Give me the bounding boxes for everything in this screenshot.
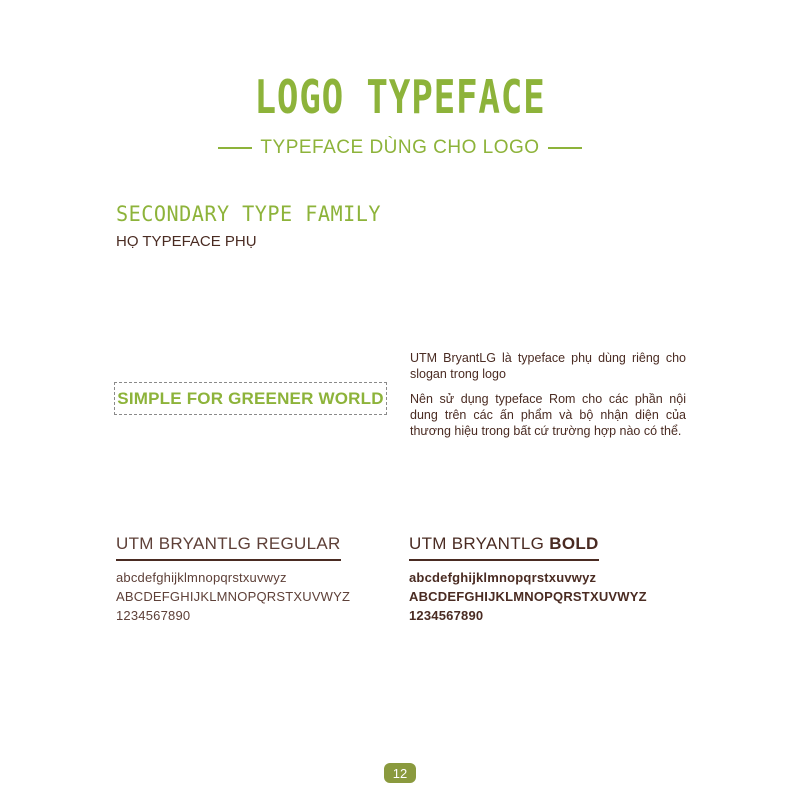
specimen-regular-weight: REGULAR <box>256 534 341 553</box>
description-paragraph-2: Nên sử dụng typeface Rom cho các phần nội dung trên các ấn phẩm và bộ nhận diện của thương hiệu trong bất cứ trường hợp nào có thể. <box>410 392 686 438</box>
description-paragraph-1: UTM BryantLG là typeface phụ dùng riêng cho slogan trong logo <box>410 351 686 381</box>
specimen-regular-heading <box>116 534 341 561</box>
specimen-bold-underline <box>409 559 599 561</box>
page-title: LOGO TYPEFACE <box>254 70 546 124</box>
specimen-regular-uppercase: ABCDEFGHIJKLMNOPQRSTXUVWYZ <box>116 589 351 604</box>
specimen-regular-lowercase: abcdefghijklmnopqrstxuvwyz <box>116 570 287 585</box>
specimen-bold-heading <box>409 534 599 561</box>
subtitle-left-rule <box>218 147 252 149</box>
specimen-bold <box>409 534 647 623</box>
specimen-regular <box>116 534 350 623</box>
secondary-family-title: SECONDARY TYPE FAMILY <box>116 202 381 226</box>
secondary-family-subtitle: HỌ TYPEFACE PHỤ <box>116 233 257 250</box>
page-number: 12 <box>392 765 408 781</box>
subtitle-row <box>0 137 800 159</box>
specimen-bold-name: UTM BRYANTLG <box>409 534 545 553</box>
specimen-regular-underline <box>116 559 341 561</box>
specimen-regular-name: UTM BRYANTLG <box>116 534 252 553</box>
specimen-bold-weight: BOLD <box>549 534 599 553</box>
slogan-text: SIMPLE FOR GREENER WORLD <box>117 388 384 408</box>
page-number-badge <box>384 763 416 783</box>
specimen-regular-digits: 1234567890 <box>116 608 191 623</box>
slogan-sample-box <box>114 382 387 415</box>
specimen-bold-digits: 1234567890 <box>409 608 484 623</box>
page-subtitle: TYPEFACE DÙNG CHO LOGO <box>260 137 540 158</box>
subtitle-right-rule <box>548 147 582 149</box>
specimen-bold-uppercase: ABCDEFGHIJKLMNOPQRSTXUVWYZ <box>409 589 647 604</box>
specimen-bold-lowercase: abcdefghijklmnopqrstxuvwyz <box>409 570 597 585</box>
